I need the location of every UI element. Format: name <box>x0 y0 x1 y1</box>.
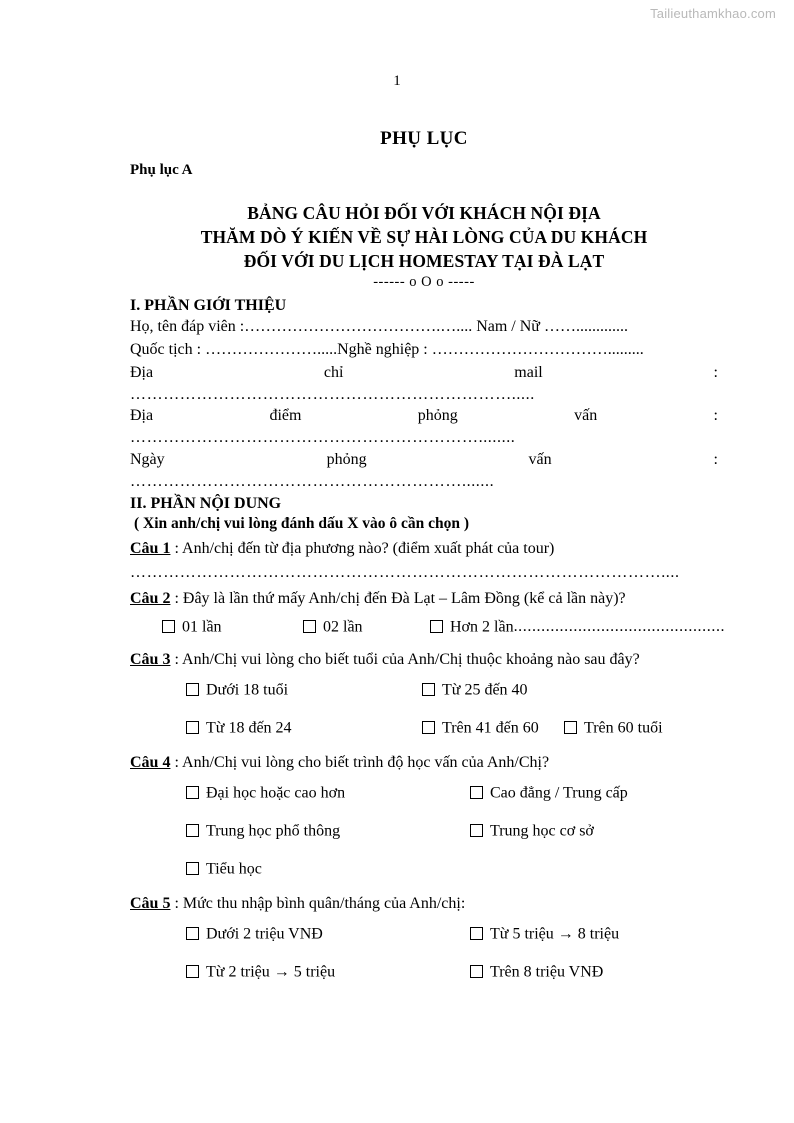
question-1-label: Câu 1 <box>130 540 171 558</box>
question-5-options-row-2 <box>130 953 718 991</box>
ornament-separator: ------ o O o ----- <box>373 274 475 291</box>
field-email-colon: : <box>713 363 718 381</box>
document-content <box>130 128 726 991</box>
question-3-text: : Anh/Chị vui lòng cho biết tuổi của Anh/Chị thuộc khoảng nào sau đây? <box>170 650 640 668</box>
question-4 <box>130 751 718 774</box>
question-5-text: : Mức thu nhập bình quân/tháng của Anh/chị: <box>170 895 466 913</box>
question-4-label: Câu 4 <box>130 753 171 771</box>
field-date-word-2: phỏng <box>326 450 367 468</box>
checkbox-icon[interactable] <box>186 786 199 799</box>
survey-title-line-1: BẢNG CÂU HỎI ĐỐI VỚI KHÁCH NỘI ĐỊA <box>247 203 601 223</box>
question-1-answer-line[interactable]: …………………………………………………………………………………….... <box>130 563 680 581</box>
option-q4-primary-school[interactable]: Tiểu học <box>186 850 262 888</box>
option-q4-college[interactable]: Cao đẳng / Trung cấp <box>470 774 628 812</box>
checkbox-icon[interactable] <box>470 786 483 799</box>
checkbox-icon[interactable] <box>186 683 199 696</box>
field-date-word-3: vấn <box>528 450 552 468</box>
question-1 <box>130 537 718 560</box>
checkbox-icon[interactable] <box>430 620 443 633</box>
option-q2-twice[interactable]: 02 lần <box>303 610 363 644</box>
checkbox-icon[interactable] <box>162 620 175 633</box>
checkbox-icon[interactable] <box>186 862 199 875</box>
field-date-colon: : <box>713 450 718 468</box>
option-q5-under-2m[interactable]: Dưới 2 triệu VNĐ <box>186 915 323 953</box>
option-q5-2m-to-5m[interactable]: Từ 2 triệu → 5 triệu <box>186 953 335 991</box>
option-q3-18-to-24[interactable]: Từ 18 đến 24 <box>186 709 292 747</box>
option-q3-25-to-40[interactable]: Từ 25 đến 40 <box>422 671 528 709</box>
checkbox-icon[interactable] <box>422 683 435 696</box>
question-3-options-row-2 <box>130 709 718 747</box>
field-email-value[interactable]: ……………………………………………………………..... <box>130 385 535 403</box>
question-2 <box>130 587 718 610</box>
survey-title-line-3: ĐỐI VỚI DU LỊCH HOMESTAY TẠI ĐÀ LẠT <box>243 251 605 272</box>
checkbox-icon[interactable] <box>303 620 316 633</box>
field-nationality-occupation[interactable]: Quốc tịch : ………………….....Nghề nghiệp : ……………………………......... <box>130 341 644 359</box>
option-q4-secondary-school[interactable]: Trung học cơ sở <box>470 812 594 850</box>
page-title: PHỤ LỤC <box>380 128 468 149</box>
field-email-word-1: Địa <box>130 363 154 381</box>
question-5-label: Câu 5 <box>130 895 171 913</box>
option-q5-5m-to-8m[interactable]: Từ 5 triệu → 8 triệu <box>470 915 619 953</box>
checkbox-icon[interactable] <box>186 721 199 734</box>
checkbox-icon[interactable] <box>186 965 199 978</box>
checkbox-icon[interactable] <box>564 721 577 734</box>
checkbox-icon[interactable] <box>470 824 483 837</box>
checkbox-icon[interactable] <box>186 824 199 837</box>
question-2-label: Câu 2 <box>130 589 171 607</box>
field-email-word-3: mail <box>514 363 543 381</box>
question-4-options-row-2 <box>130 812 718 850</box>
question-1-text: : Anh/chị đến từ địa phương nào? (điểm xuất phát của tour) <box>170 540 555 558</box>
field-interview-place-label-row <box>130 405 718 428</box>
option-q3-41-to-60[interactable]: Trên 41 đến 60 <box>422 709 539 747</box>
option-q2-once[interactable]: 01 lần <box>162 610 222 644</box>
question-4-text: : Anh/Chị vui lòng cho biết trình độ học vấn của Anh/Chị? <box>170 753 550 771</box>
field-interview-date-value[interactable]: ……………………………………………………....... <box>130 472 495 490</box>
question-2-text: : Đây là lần thứ mấy Anh/chị đến Đà Lạt – Lâm Đồng (kể cả lần này)? <box>170 589 626 607</box>
option-q5-over-8m[interactable]: Trên 8 triệu VNĐ <box>470 953 603 991</box>
site-watermark: Tailieuthamkhao.com <box>650 6 776 21</box>
section-heading-content: II. PHẦN NỘI DUNG <box>130 495 282 513</box>
question-3-options-row-1 <box>130 671 718 709</box>
field-place-word-3: phỏng <box>417 407 458 425</box>
field-place-word-2: điểm <box>269 407 302 425</box>
field-date-word-1: Ngày <box>130 450 165 468</box>
field-place-colon: : <box>713 407 718 425</box>
field-place-word-1: Địa <box>130 407 154 425</box>
field-interview-date-label-row <box>130 449 718 472</box>
question-3 <box>130 648 718 671</box>
question-5 <box>130 892 718 915</box>
option-q4-high-school[interactable]: Trung học phổ thông <box>186 812 340 850</box>
checkbox-icon[interactable] <box>470 965 483 978</box>
field-email-word-2: chỉ <box>323 363 344 381</box>
survey-title-line-2: THĂM DÒ Ý KIẾN VỀ SỰ HÀI LÒNG CỦA DU KHÁCH <box>200 227 648 248</box>
field-interview-place-value[interactable]: ………………………………………………………........ <box>130 429 516 447</box>
option-q2-more-than-two[interactable]: Hơn 2 lần.............................................. <box>430 610 725 644</box>
survey-title <box>130 201 718 273</box>
question-4-options-row-1 <box>130 774 718 812</box>
question-2-trailing-dots: .............................................. <box>513 617 726 635</box>
option-q3-over-60[interactable]: Trên 60 tuổi <box>564 709 663 747</box>
appendix-label: Phụ lục A <box>130 162 193 178</box>
checkbox-icon[interactable] <box>186 927 199 940</box>
question-2-options <box>130 610 726 644</box>
field-email-label-row <box>130 362 718 385</box>
checkbox-icon[interactable] <box>470 927 483 940</box>
question-4-options-row-3 <box>130 850 718 888</box>
option-q3-under-18[interactable]: Dưới 18 tuổi <box>186 671 288 709</box>
field-place-word-4: vấn <box>574 407 598 425</box>
section-heading-introduction: I. PHẦN GIỚI THIỆU <box>130 297 287 315</box>
option-q4-university[interactable]: Đại học hoặc cao hơn <box>186 774 345 812</box>
field-respondent-name[interactable]: Họ, tên đáp viên :……………………………….….... Nam / Nữ ……............. <box>130 318 628 336</box>
checkbox-icon[interactable] <box>422 721 435 734</box>
page-number: 1 <box>393 73 401 89</box>
question-3-label: Câu 3 <box>130 650 171 668</box>
question-5-options-row-1 <box>130 915 718 953</box>
survey-instruction: ( Xin anh/chị vui lòng đánh dấu X vào ô cần chọn ) <box>134 515 470 533</box>
